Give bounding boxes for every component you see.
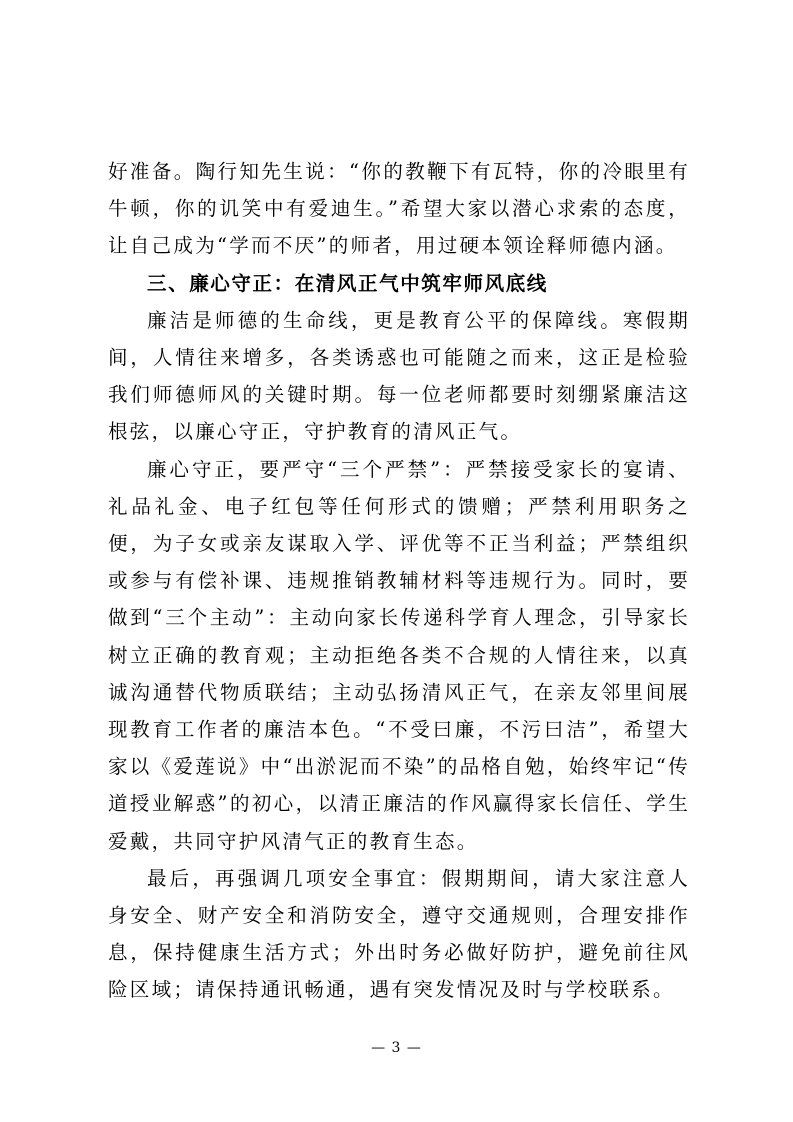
body-paragraph: 廉心守正，要严守“三个严禁”：严禁接受家长的宴请、礼品礼金、电子红包等任何形式的馈赠；严禁利用职务之便，为子女或亲友谋取入学、评优等不正当利益；严禁组织或参与有偿补课、违规推销教辅材料等违规行为。同时，要做到“三个主动”：主动向家长传递科学育人理念，引导家长树立正确的教育观；主动拒绝各类不合规的人情往来，以真诚沟通替代物质联结；主动弘扬清风正气，在亲友邻里间展现教育工作者的廉洁本色。“不受曰廉，不污曰洁”，希望大家以《爱莲说》中“出淤泥而不染”的品格自勉，始终牢记“传道授业解惑”的初心，以清正廉洁的作风赢得家长信任、学生爱戴，共同守护风清气正的教育生态。 [108, 457, 690, 853]
page-number: — 3 — [371, 1040, 422, 1056]
body-paragraph: 最后，再强调几项安全事宜：假期期间，请大家注意人身安全、财产安全和消防安全，遵守交通规则，合理安排作息，保持健康生活方式；外出时务必做好防护，避免前往风险区域；请保持通讯畅通，遇有突发情况及时与学校联系。 [108, 866, 690, 1002]
continuation-paragraph: 好准备。陶行知先生说：“你的教鞭下有瓦特，你的冷眼里有牛顿，你的讥笑中有爱迪生。”希望大家以潜心求索的态度，让自己成为“学而不厌”的师者，用过硬本领诠释师德内涵。 [108, 160, 690, 258]
document-body [108, 153, 690, 1009]
section-heading: 三、廉心守正：在清风正气中筑牢师风底线 [147, 271, 548, 295]
body-paragraph: 廉洁是师德的生命线，更是教育公平的保障线。寒假期间，人情往来增多，各类诱惑也可能随之而来，这正是检验我们师德师风的关键时期。每一位老师都要时刻绷紧廉洁这根弦，以廉心守正，守护教育的清风正气。 [108, 308, 690, 444]
